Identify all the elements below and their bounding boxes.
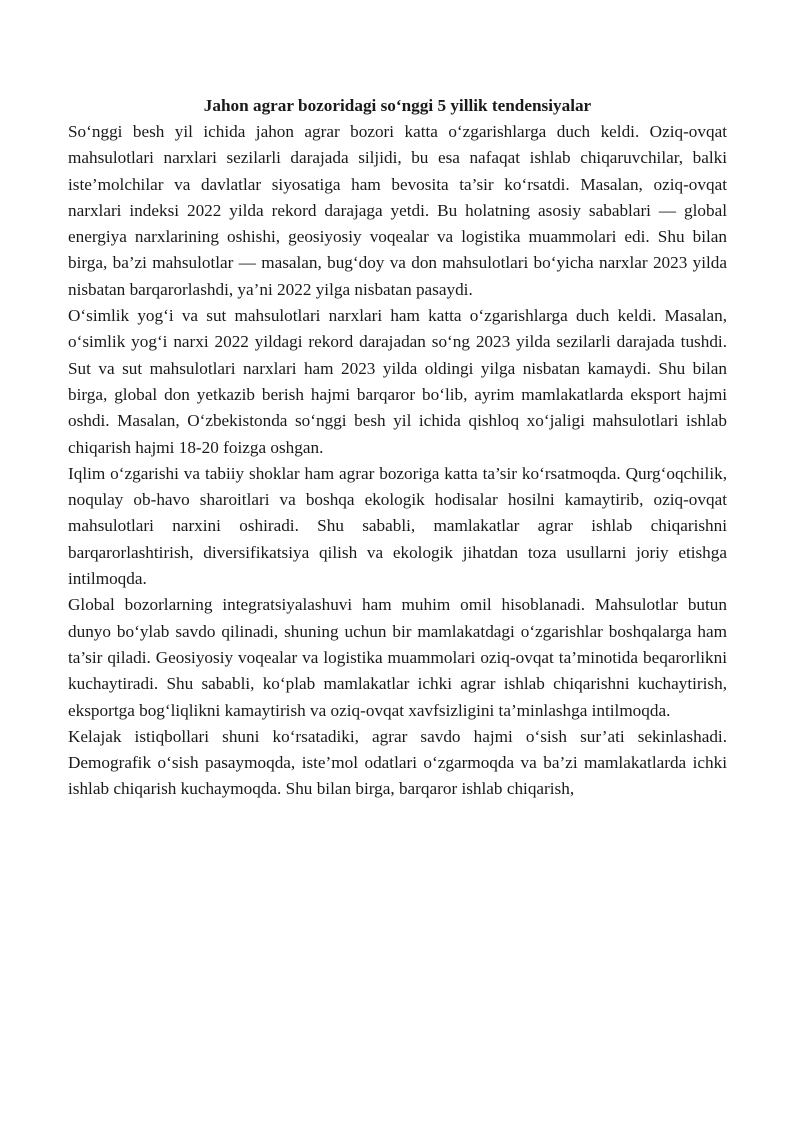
- document-title: Jahon agrar bozoridagi so‘nggi 5 yillik tendensiyalar: [203, 96, 592, 115]
- paragraph-5: Kelajak istiqbollari shuni ko‘rsatadiki, agrar savdo hajmi o‘sish sur’ati sekinlashadi. Demografik o‘sish pasaymoqda, iste’mol odatlari o‘zgarmoqda va ba’zi mamlakatlarda ichki ishlab chiqarish kuchaymoqda. Shu bilan birga, barqaror ishlab chiqarish,: [68, 726, 727, 799]
- paragraph-3: Iqlim o‘zgarishi va tabiiy shoklar ham agrar bozoriga katta ta’sir ko‘rsatmoqda. Qurg‘oqchilik, noqulay ob-havo sharoitlari va boshqa ekologik hodisalar hosilni kamaytirib, oziq-ovqat mahsulotlari narxini oshiradi. Shu sababli, mamlakatlar agrar ishlab chiqarishni barqarorlashtirish, diversifikatsiya qilish va ekologik jihatdan toza usullarni joriy etishga intilmoqda.: [68, 463, 727, 589]
- paragraph-1: So‘nggi besh yil ichida jahon agrar bozori katta o‘zgarishlarga duch keldi. Oziq-ovqat mahsulotlari narxlari sezilarli darajada siljidi, bu esa nafaqat ishlab chiqaruvchilar, balki iste’molchilar va davlatlar siyosatiga ham bevosita ta’sir ko‘rsatdi. Masalan, oziq-ovqat narxlari indeksi 2022 yilda rekord darajaga yetdi. Bu holatning asosiy sabablari — global energiya narxlarining oshishi, geosiyosiy voqealar va logistika muammolari edi. Shu bilan birga, ba’zi mahsulotlar — masalan, bug‘doy va don mahsulotlari bo‘yicha narxlar 2023 yilda nisbatan barqarorlashdi, ya’ni 2022 yilga nisbatan pasaydi.: [68, 122, 727, 299]
- paragraph-4: Global bozorlarning integratsiyalashuvi ham muhim omil hisoblanadi. Mahsulotlar butun dunyo bo‘ylab savdo qilinadi, shuning uchun bir mamlakatdagi o‘zgarishlar boshqalarga ham ta’sir qiladi. Geosiyosiy voqealar va logistika muammolari oziq-ovqat ta’minotida beqarorlikni kuchaytiradi. Shu sababli, ko‘plab mamlakatlar ichki agrar ishlab chiqarishni kuchaytirish, eksportga bog‘liqlikni kamaytirish va oziq-ovqat xavfsizligini ta’minlashga intilmoqda.: [68, 595, 727, 720]
- document-body: [68, 96, 727, 803]
- paragraph-2: O‘simlik yog‘i va sut mahsulotlari narxlari ham katta o‘zgarishlarga duch keldi. Masalan, o‘simlik yog‘i narxi 2022 yildagi rekord darajadan so‘ng 2023 yilda sezilarli darajada tushdi. Sut va sut mahsulotlari narxlari ham 2023 yilda oldingi yilga nisbatan kamaydi. Shu bilan birga, global don yetkazib berish hajmi barqaror bo‘lib, ayrim mamlakatlarda eksport hajmi oshdi. Masalan, O‘zbekistonda so‘nggi besh yil ichida qishloq xo‘jaligi mahsulotlari ishlab chiqarish hajmi 18-20 foizga oshgan.: [68, 306, 727, 457]
